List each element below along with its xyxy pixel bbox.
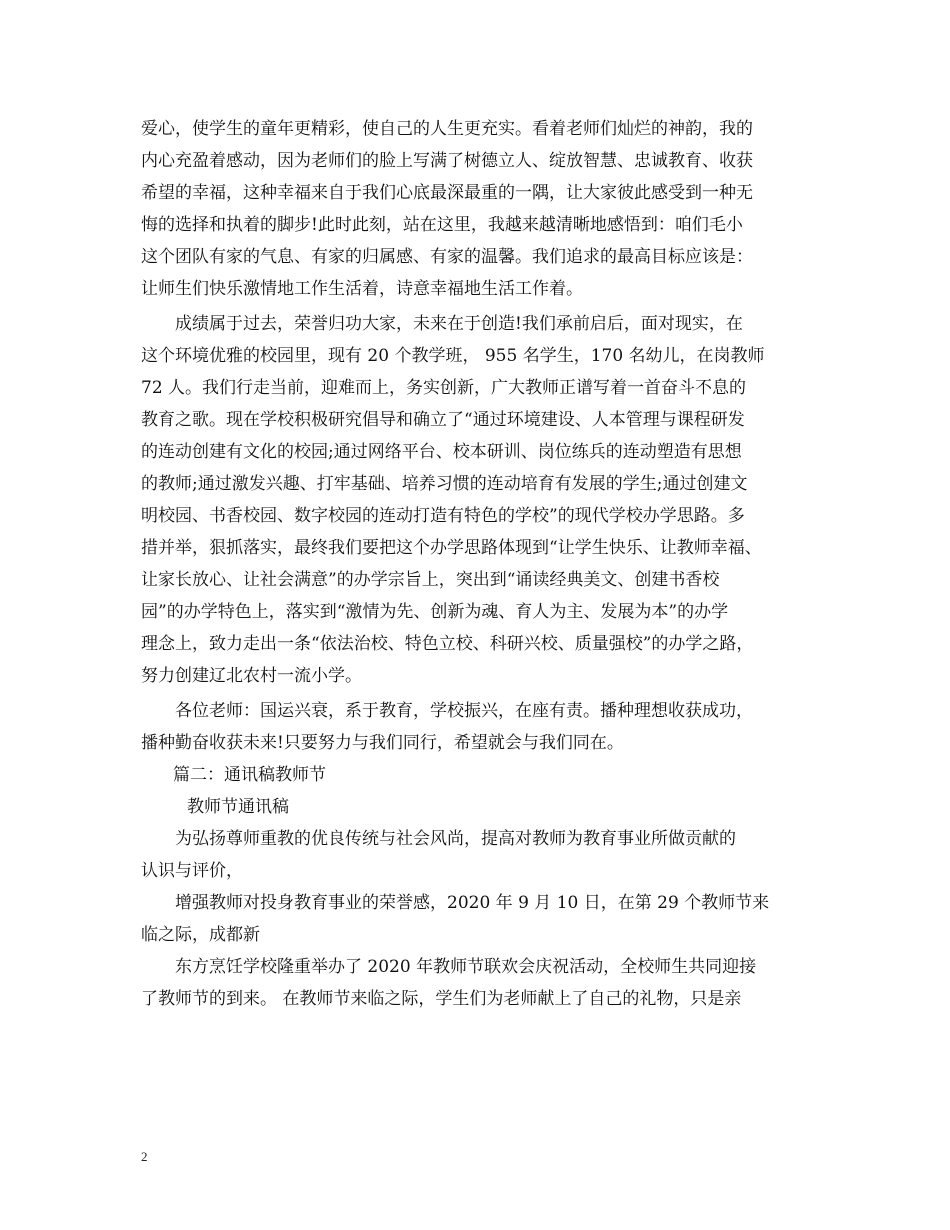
text-line: 增强教师对投身教育事业的荣誉感，2020 年 9 月 10 日，在第 29 个教师节来 xyxy=(141,893,770,913)
text-line: 让师生们快乐激情地工作生活着，诗意幸福地生活工作着。 xyxy=(141,279,583,299)
text-line: 这个团队有家的气息、有家的归属感、有家的温馨。我们追求的最高目标应该是： xyxy=(141,247,753,267)
text-line: 了教师节的到来。 在教师节来临之际，学生们为老师献上了自己的礼物，只是亲 xyxy=(141,989,742,1009)
paragraph-3 xyxy=(141,695,841,759)
text-line: 爱心，使学生的童年更精彩，使自己的人生更充实。看着老师们灿烂的神韵，我的 xyxy=(141,119,753,139)
text-line: 悔的选择和执着的脚步!此时此刻，站在这里，我越来越清晰地感悟到：咱们毛小 xyxy=(141,215,743,235)
paragraph-6 xyxy=(141,823,841,887)
page-number: 2 xyxy=(141,1149,148,1164)
text-line: 这个环境优雅的校园里，现有 20 个教学班， 955 名学生，170 名幼儿，在岗教师 xyxy=(141,346,765,366)
text-line: 临之际，成都新 xyxy=(141,925,260,945)
paragraph-7 xyxy=(141,887,841,951)
section-title: 篇二：通讯稿教师节 xyxy=(173,765,326,785)
body-text xyxy=(141,113,841,1015)
text-line: 措并举，狠抓落实，最终我们要把这个办学思路体现到“让学生快乐、让教师幸福、 xyxy=(141,538,762,558)
text-line: 让家长放心、让社会满意”的办学宗旨上，突出到“诵读经典美文、创建书香校 xyxy=(141,570,720,590)
paragraph-1 xyxy=(141,113,841,305)
text-line: 的连动创建有文化的校园;通过网络平台、校本研训、岗位练兵的连动塑造有思想 xyxy=(141,442,742,462)
text-line: 理念上，致力走出一条“依法治校、特色立校、科研兴校、质量强校”的办学之路， xyxy=(141,634,754,654)
article-title xyxy=(141,791,841,823)
section-heading xyxy=(141,759,841,791)
paragraph-8 xyxy=(141,951,841,1015)
text-line: 东方烹饪学校隆重举办了 2020 年教师节联欢会庆祝活动，全校师生共同迎接 xyxy=(141,957,757,977)
text-line: 努力创建辽北农村一流小学。 xyxy=(141,666,362,686)
text-line: 播种勤奋收获未来!只要努力与我们同行，希望就会与我们同在。 xyxy=(141,733,624,753)
text-line: 为弘扬尊师重教的优良传统与社会风尚，提高对教师为教育事业所做贡献的 xyxy=(141,829,736,849)
text-line: 各位老师：国运兴衰，系于教育，学校振兴，在座有责。播种理想收获成功， xyxy=(141,701,753,721)
article-title-text: 教师节通讯稿 xyxy=(187,797,289,817)
paragraph-2 xyxy=(141,308,841,692)
text-line: 明校园、书香校园、数字校园的连动打造有特色的学校”的现代学校办学思路。多 xyxy=(141,506,745,526)
text-line: 72 人。我们行走当前，迎难而上，务实创新，广大教师正谱写着一首奋斗不息的 xyxy=(141,378,747,398)
text-line: 成绩属于过去，荣誉归功大家，未来在于创造!我们承前启后，面对现实，在 xyxy=(141,314,743,334)
text-line: 内心充盈着感动，因为老师们的脸上写满了树德立人、绽放智慧、忠诚教育、收获 xyxy=(141,151,753,171)
text-line: 的教师;通过激发兴趣、打牢基础、培养习惯的连动培育有发展的学生;通过创建文 xyxy=(141,474,748,494)
text-line: 教育之歌。现在学校积极研究倡导和确立了“通过环境建设、人本管理与课程研发 xyxy=(141,410,745,430)
text-line: 希望的幸福，这种幸福来自于我们心底最深最重的一隅，让大家彼此感受到一种无 xyxy=(141,183,753,203)
text-line: 园”的办学特色上，落实到“激情为先、创新为魂、育人为主、发展为本”的办学 xyxy=(141,602,729,622)
text-line: 认识与评价， xyxy=(141,861,243,881)
